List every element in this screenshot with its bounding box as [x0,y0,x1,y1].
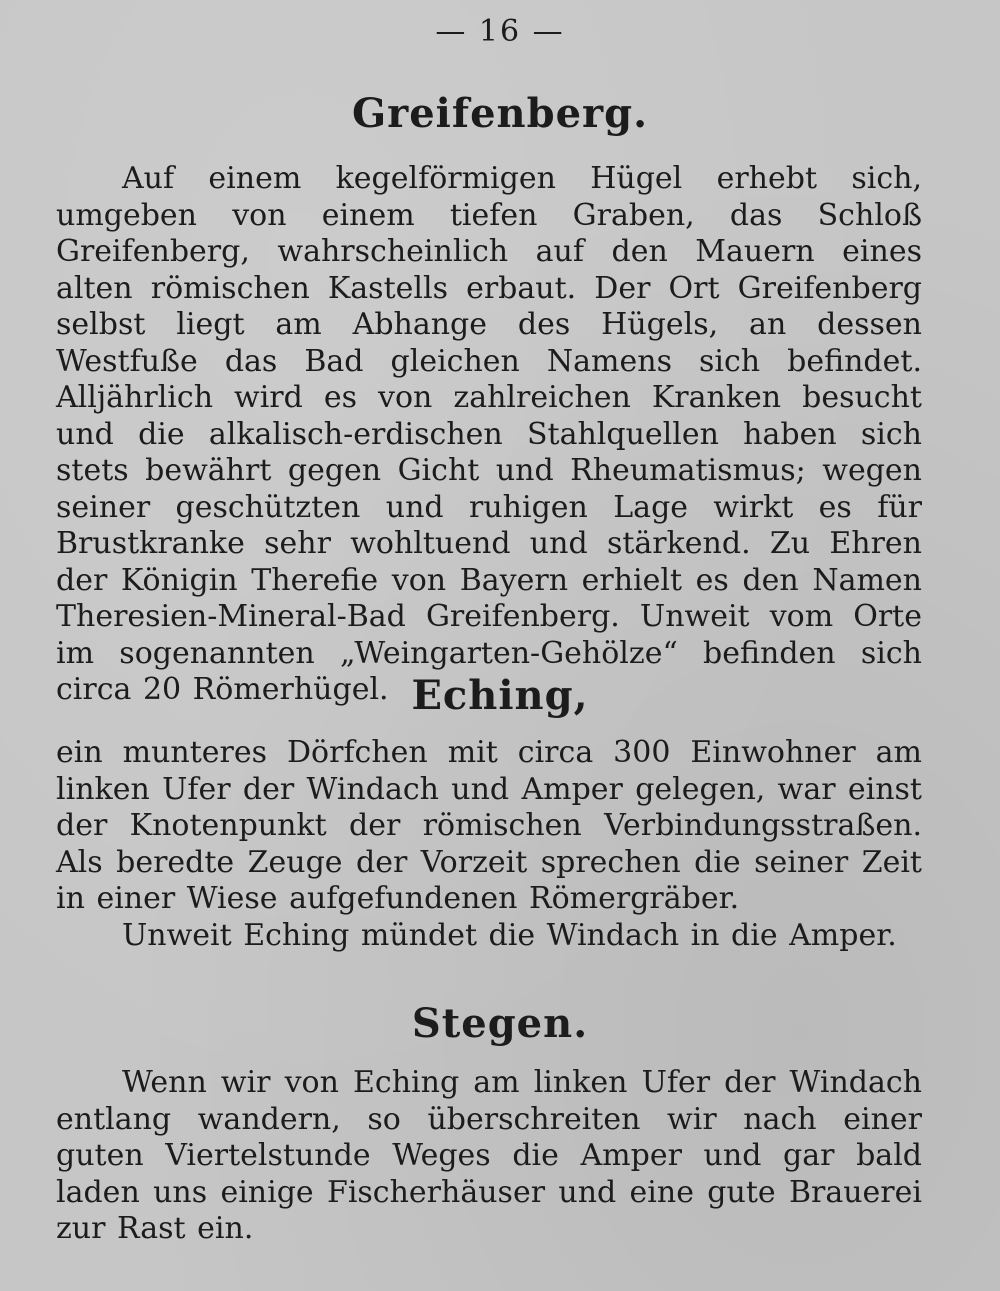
section-title-eching: Eching, [411,672,589,719]
paragraph-greifenberg: Auf einem kegelförmigen Hügel erhebt sich, umgeben von einem tiefen Graben, das Schloß Greifenberg, wahrscheinlich auf den Mauern eines alten römischen Kastells erbaut. Der Ort Greifenberg selbst liegt am Abhange des Hügels, an dessen Westfuße das Bad gleichen Namens sich befindet. Alljährlich wird es von zahlreichen Kranken besucht und die alkalisch-erdischen Stahlquellen haben sich stets bewährt gegen Gicht und Rheumatismus; wegen seiner geschützten und ruhigen Lage wirkt es für Brustkranke sehr wohltuend und stärkend. Zu Ehren der Königin Therefie von Bayern erhielt es den Namen Theresien-Mineral-Bad Greifenberg. Unweit vom Orte im sogenannten „Weingarten-Gehölze“ befinden sich circa 20 Römerhügel. [56,161,922,707]
section-title-greifenberg: Greifenberg. [351,90,648,137]
page-number: — 16 — [435,14,565,49]
paragraph-stegen: Wenn wir von Eching am linken Ufer der Windach entlang wandern, so überschreiten wir nach einer guten Viertelstunde Weges die Amper und gar bald laden uns einige Fischerhäuser und eine gute Brauerei zur Rast ein. [56,1065,922,1246]
paragraph-eching-description: ein munteres Dörfchen mit circa 300 Einwohner am linken Ufer der Windach und Amper gelegen, war einst der Knotenpunkt der römischen Verbindungsstraßen. Als beredte Zeuge der Vorzeit sprechen die seiner Zeit in einer Wiese aufgefundenen Römergräber. [56,735,922,916]
section-title-stegen: Stegen. [411,1000,589,1047]
paragraph-eching-confluence: Unweit Eching mündet die Windach in die Amper. [122,918,897,953]
